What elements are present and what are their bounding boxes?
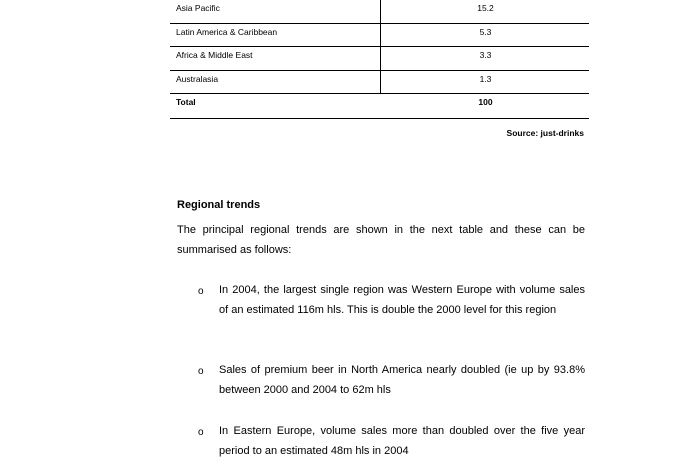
bullet-marker: o xyxy=(198,366,204,377)
bullet-item: Sales of premium beer in North America nearly doubled (ie up by 93.8% between 2000 and 2004 to 62m hls xyxy=(219,364,585,396)
region-label: Australasia xyxy=(176,73,219,84)
intro-paragraph: The principal regional trends are shown in the next table and these can be summarised as follows: xyxy=(177,224,585,256)
region-value: 15.2 xyxy=(477,3,494,13)
region-label: Latin America & Caribbean xyxy=(176,26,278,37)
section-heading: Regional trends xyxy=(177,199,261,211)
column-divider xyxy=(380,24,381,47)
region-value: 1.3 xyxy=(479,73,492,84)
regional-share-table xyxy=(170,0,589,119)
table-row xyxy=(170,24,589,48)
region-label: Africa & Middle East xyxy=(176,50,253,60)
region-value: 5.3 xyxy=(479,26,492,37)
table-source: Source: just-drinks xyxy=(506,128,584,138)
total-label: Total xyxy=(176,97,196,107)
table-row xyxy=(170,47,589,71)
table-row xyxy=(170,71,589,95)
column-divider xyxy=(380,71,381,94)
table-row xyxy=(170,0,589,24)
region-value: 3.3 xyxy=(479,50,492,60)
total-value: 100 xyxy=(478,97,493,107)
column-divider xyxy=(380,0,381,23)
bullet-marker: o xyxy=(198,286,204,297)
bullet-marker: o xyxy=(198,427,204,438)
bullet-item: In 2004, the largest single region was Western Europe with volume sales of an estimated 116m hls. This is double the 2000 level for this region xyxy=(219,284,585,316)
table-total-row xyxy=(170,94,589,118)
bullet-item: In Eastern Europe, volume sales more than doubled over the five year period to an estimated 48m hls in 2004 xyxy=(219,425,585,457)
column-divider xyxy=(380,47,381,70)
region-label: Asia Pacific xyxy=(176,3,220,13)
